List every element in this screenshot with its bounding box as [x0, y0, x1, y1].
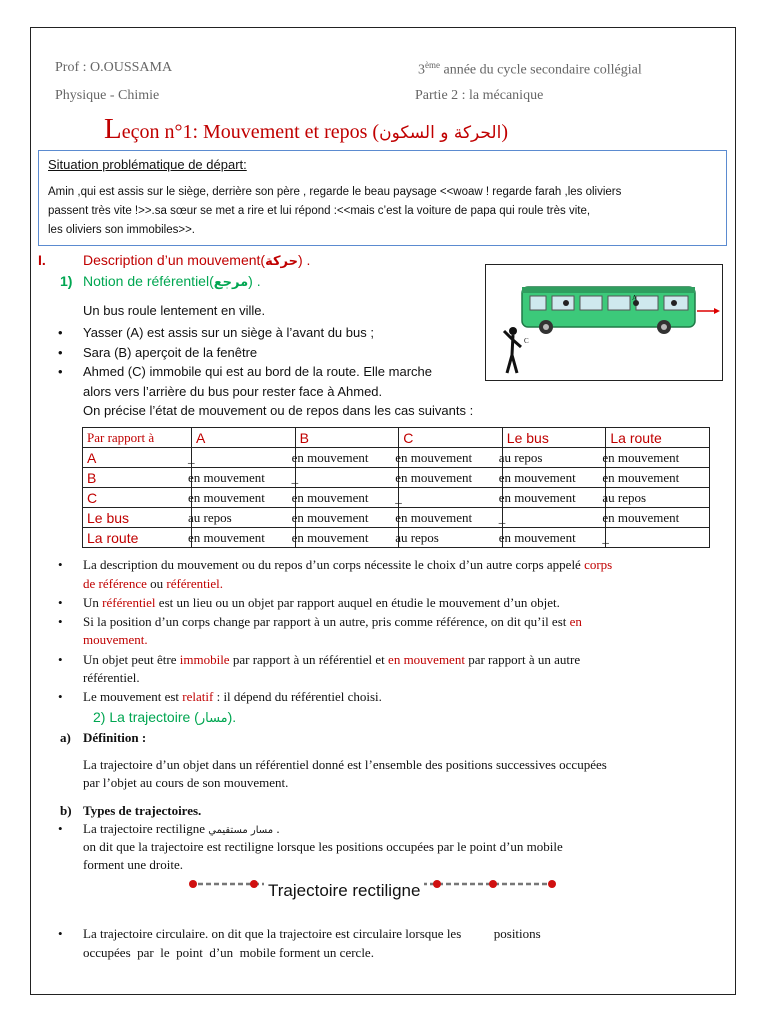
def-label: a): [60, 730, 71, 745]
subsection-1-title: Notion de référentiel(مرجع) .: [83, 273, 261, 290]
bus-illustration: [485, 264, 723, 381]
section-number: I.: [38, 252, 46, 268]
table-cell: en mouvement: [295, 528, 399, 548]
situation-line-1: Amin ,qui est assis sur le siège, derrière son père , regarde le beau paysage <<woaw ! regarde farah ,les oliviers: [48, 186, 622, 198]
intro-question: On précise l’état de mouvement ou de repos dans les cas suivants :: [83, 403, 474, 418]
table-cell: _: [606, 528, 710, 548]
table-cell: en mouvement: [192, 528, 296, 548]
note-5: • Le mouvement est relatif : il dépend du référentiel choisi.: [83, 689, 382, 705]
table-cell: en mouvement: [399, 508, 503, 528]
table-cell: en mouvement: [606, 448, 710, 468]
table-header-cell: La route: [606, 428, 710, 448]
label-a: A: [632, 294, 638, 302]
table-row: [83, 468, 710, 488]
def-title: Définition :: [83, 730, 147, 745]
table-header-cell: Le bus: [502, 428, 606, 448]
table-row: [83, 508, 710, 528]
intro-bullet-2: • Sara (B) aperçoit de la fenêtre: [83, 345, 257, 360]
table-header-row: [83, 428, 710, 448]
table-row: [83, 528, 710, 548]
table-row-label: Le bus: [83, 508, 192, 528]
rectilinear-bullet: • La trajectoire rectiligne مسار مستقيمي .: [83, 821, 280, 837]
table-cell: en mouvement: [606, 468, 710, 488]
table-cell: en mouvement: [295, 488, 399, 508]
types-label: b): [60, 803, 72, 818]
section-title: Description d’un mouvement(حركة) .: [83, 252, 311, 269]
circular-line-2: occupées par le point d’un mobile forment un cercle.: [83, 945, 374, 960]
intro-bullet-3-cont: alors vers l’arrière du bus pour rester face à Ahmed.: [83, 384, 383, 399]
note-3: • Si la position d’un corps change par rapport à un autre, pris comme référence, on dit qu’il est en: [83, 614, 582, 630]
subsection-2-title: 2) La trajectoire (مسار).: [93, 709, 237, 726]
table-row: [83, 448, 710, 468]
course-part: Partie 2 : la mécanique: [415, 88, 544, 103]
note-4-cont: référentiel.: [83, 670, 140, 685]
situation-line-3: les oliviers son immobiles>>.: [48, 224, 196, 236]
situation-title: Situation problématique de départ:: [48, 157, 247, 172]
table-cell: en mouvement: [192, 488, 296, 508]
table-cell: en mouvement: [295, 448, 399, 468]
intro-bullet-1: • Yasser (A) est assis sur un siège à l’avant du bus ;: [83, 325, 374, 340]
table-row-label: La route: [83, 528, 192, 548]
table-cell: au repos: [502, 448, 606, 468]
circular-bullet: • La trajectoire circulaire. on dit que la trajectoire est circulaire lorsque les positions: [83, 926, 541, 942]
rectilinear-diagram: [188, 874, 558, 908]
table-cell: en mouvement: [502, 468, 606, 488]
subsection-1-number: 1): [60, 273, 73, 289]
motion-table: [82, 427, 710, 548]
table-cell: en mouvement: [295, 508, 399, 528]
table-cell: en mouvement: [502, 528, 606, 548]
def-line-2: par l’objet au cours de son mouvement.: [83, 775, 289, 790]
situation-line-2: passent très vite !>>.sa sœur se met a rire et lui répond :<<mais c’est la voiture de papa qui roule très vite,: [48, 205, 591, 217]
types-title: Types de trajectoires.: [83, 803, 202, 818]
table-cell: en mouvement: [192, 468, 296, 488]
table-cell: en mouvement: [606, 508, 710, 528]
school-level: 3ème année du cycle secondaire collégial: [418, 60, 642, 78]
note-4: • Un objet peut être immobile par rapport à un référentiel et en mouvement par rapport à un autre: [83, 652, 580, 668]
note-1-cont: de référence ou référentiel.: [83, 576, 224, 591]
def-line-1: La trajectoire d’un objet dans un référentiel donné est l’ensemble des positions successives occupées: [83, 757, 607, 772]
intro-line: Un bus roule lentement en ville.: [83, 303, 266, 318]
table-cell: _: [502, 508, 606, 528]
label-c: C: [524, 337, 529, 345]
table-cell: au repos: [192, 508, 296, 528]
table-row-label: C: [83, 488, 192, 508]
note-1: • La description du mouvement ou du repos d’un corps nécessite le choix d’un autre corps appelé corps: [83, 557, 612, 573]
table-header-cell: B: [295, 428, 399, 448]
rectilinear-line-1: on dit que la trajectoire est rectiligne lorsque les positions occupées par le point d’un mobile: [83, 839, 563, 854]
note-3-cont: mouvement.: [83, 632, 148, 647]
table-cell: au repos: [606, 488, 710, 508]
table-cell: en mouvement: [502, 488, 606, 508]
table-row: [83, 488, 710, 508]
rectilinear-diagram-label: Trajectoire rectiligne: [264, 880, 424, 902]
table-header-cell: A: [192, 428, 296, 448]
intro-bullet-3: • Ahmed (C) immobile qui est au bord de la route. Elle marche: [83, 364, 432, 379]
table-cell: en mouvement: [399, 448, 503, 468]
situation-box: [38, 150, 727, 246]
bus-drawing: [486, 265, 722, 380]
subject: Physique - Chimie: [55, 88, 160, 103]
prof-name: Prof : O.OUSSAMA: [55, 60, 173, 75]
table-cell: au repos: [399, 528, 503, 548]
table-header-cell: Par rapport à: [83, 428, 192, 448]
table-row-label: A: [83, 448, 192, 468]
rectilinear-line-2: forment une droite.: [83, 857, 183, 872]
table-cell: _: [399, 488, 503, 508]
table-cell: en mouvement: [399, 468, 503, 488]
table-header-cell: C: [399, 428, 503, 448]
lesson-title: Leçon n°1: Mouvement et repos (الحركة و السكون): [104, 113, 508, 145]
note-2: • Un référentiel est un lieu ou un objet par rapport auquel en étudie le mouvement d’un objet.: [83, 595, 560, 611]
table-cell: _: [295, 468, 399, 488]
table-cell: _: [192, 448, 296, 468]
table-row-label: B: [83, 468, 192, 488]
